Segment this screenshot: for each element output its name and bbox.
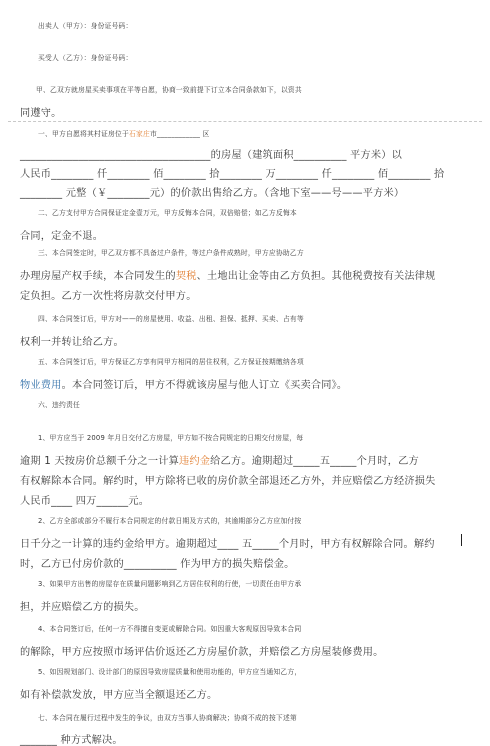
clause-5-line-1: 五、本合同签订后，甲方保证乙方享有同甲方相同的居住权利，乙方保证按期缴纳各项 <box>38 358 304 366</box>
liability-2-line-3: 时，乙方已付房价款的__________ 作为甲方的损失赔偿金。 <box>20 559 295 570</box>
liability-3-line-2: 担，并应赔偿乙方的损失。 <box>20 602 145 613</box>
clause-3-text-b: 、土地出让金等由乙方负担。其他税费按有关法律规 <box>196 271 436 282</box>
clause-1-line-2: ____________________________________的房屋（建筑面积__________ 平方米）以 <box>20 150 402 161</box>
property-fee-link[interactable]: 物业费用 <box>20 380 62 391</box>
preamble-line-1: 甲、乙双方就房屋买卖事项在平等自愿，协商一致前提下订立本合同条款如下，以资共 <box>36 86 302 94</box>
liability-5-line-1: 5、如因规划部门、设计部门的原因导致房屋质量和使用功能的，甲方应当通知乙方， <box>38 668 302 676</box>
clause-1-line-4: ________ 元整（￥________元）的价款出售给乙方。（含地下室——号——平方米） <box>20 188 405 199</box>
clause-5-line-2 <box>20 376 472 391</box>
clause-7-line-2: _______ 种方式解决。 <box>20 735 123 746</box>
preamble-line-2: 同遵守。 <box>20 108 62 119</box>
clause-2-line-1: 二、乙方支付甲方合同保证定金壹万元，甲方反悔本合同，双倍赔偿；如乙方反悔本 <box>38 209 297 217</box>
clause-1-line-1 <box>38 128 490 138</box>
liability-1-line-4: 人民币____ 四万______元。 <box>20 496 150 507</box>
penalty-highlight: 违约金 <box>178 456 211 467</box>
clause-4-line-2: 权利一并转让给乙方。 <box>20 337 124 348</box>
liability-1-line-3: 有权解除本合同。解约时，甲方除将已收的房价款全部退还乙方外，并应赔偿乙方经济损失 <box>20 476 436 487</box>
seller-line: 出卖人（甲方）：身份证号码： <box>38 22 133 30</box>
clause-4-line-1: 四、本合同签订后，甲方对——的房屋使用、收益、出租、担保、抵押、买卖、占有等 <box>38 315 304 323</box>
liability-4-line-1: 4、本合同签订后，任何一方不得擅自变更或解除合同。如因重大客观原因导致本合同 <box>38 625 302 633</box>
liability-1-text-b: 给乙方。逾期超过_____五_____个月时，乙方 <box>210 456 419 467</box>
clause-3-line-1: 三、本合同签定时，甲乙双方都不具备过户条件，等过户条件成熟时，甲方应协助乙方 <box>38 249 304 257</box>
liability-4-line-2: 的解除，甲方应按照市场评估价返还乙方房屋价款，并赔偿乙方房屋装修费用。 <box>20 647 384 658</box>
clause-1-text-b: 市____________ 区 <box>149 130 210 138</box>
liability-1-line-1: 1、甲方应当于 2009 年月日交付乙方房屋，甲方如不按合同规定的日期交付房屋，每 <box>38 434 304 442</box>
liability-5-line-2: 如有补偿款发放，甲方应当全额退还乙方。 <box>20 690 218 701</box>
liability-1-line-2 <box>20 452 472 467</box>
clause-2-line-2: 合同，定金不退。 <box>20 231 104 242</box>
clause-3-line-2 <box>20 267 472 282</box>
deed-tax-highlight: 契税 <box>175 271 197 282</box>
clause-1-line-3: 人民币________ 仟________ 佰________ 拾________ 万________ 仟________ 佰________ 拾 <box>20 169 445 180</box>
liability-3-line-1: 3、如果甲方出售的房屋存在质量问题影响到乙方居住权利的行使，一切责任由甲方承 <box>38 580 302 588</box>
liability-1-text-a: 逾期 1 天按房价总额千分之一计算 <box>20 456 179 467</box>
section-divider <box>8 121 482 122</box>
clause-5-text-b: 。本合同签订后，甲方不得就该房屋与他人订立《买卖合同》。 <box>61 380 348 391</box>
clause-7-line-1: 七、本合同在履行过程中发生的争议，由双方当事人协商解决；协商不成的按下述第 <box>38 714 297 722</box>
clause-3-text-a: 办理房屋产权手续，本合同发生的 <box>20 271 176 282</box>
city-highlight: 石家庄 <box>128 130 150 138</box>
liability-2-line-2: 日千分之一计算的违约金给甲方。逾期超过____ 五_____个月时，甲方有权解除合同。解约 <box>20 539 435 550</box>
text-cursor <box>461 534 462 546</box>
clause-1-text-a: 一、甲方自愿将其村证房位于 <box>38 130 129 138</box>
clause-3-line-3: 定负担。乙方一次性将房款交付甲方。 <box>20 291 197 302</box>
liability-heading: 六、违约责任 <box>38 401 80 409</box>
buyer-line: 买受人（乙方）：身份证号码： <box>38 54 133 62</box>
liability-2-line-1: 2、乙方全部或部分不履行本合同规定的付款日期及方式的，其逾期部分乙方应加付按 <box>38 517 302 525</box>
